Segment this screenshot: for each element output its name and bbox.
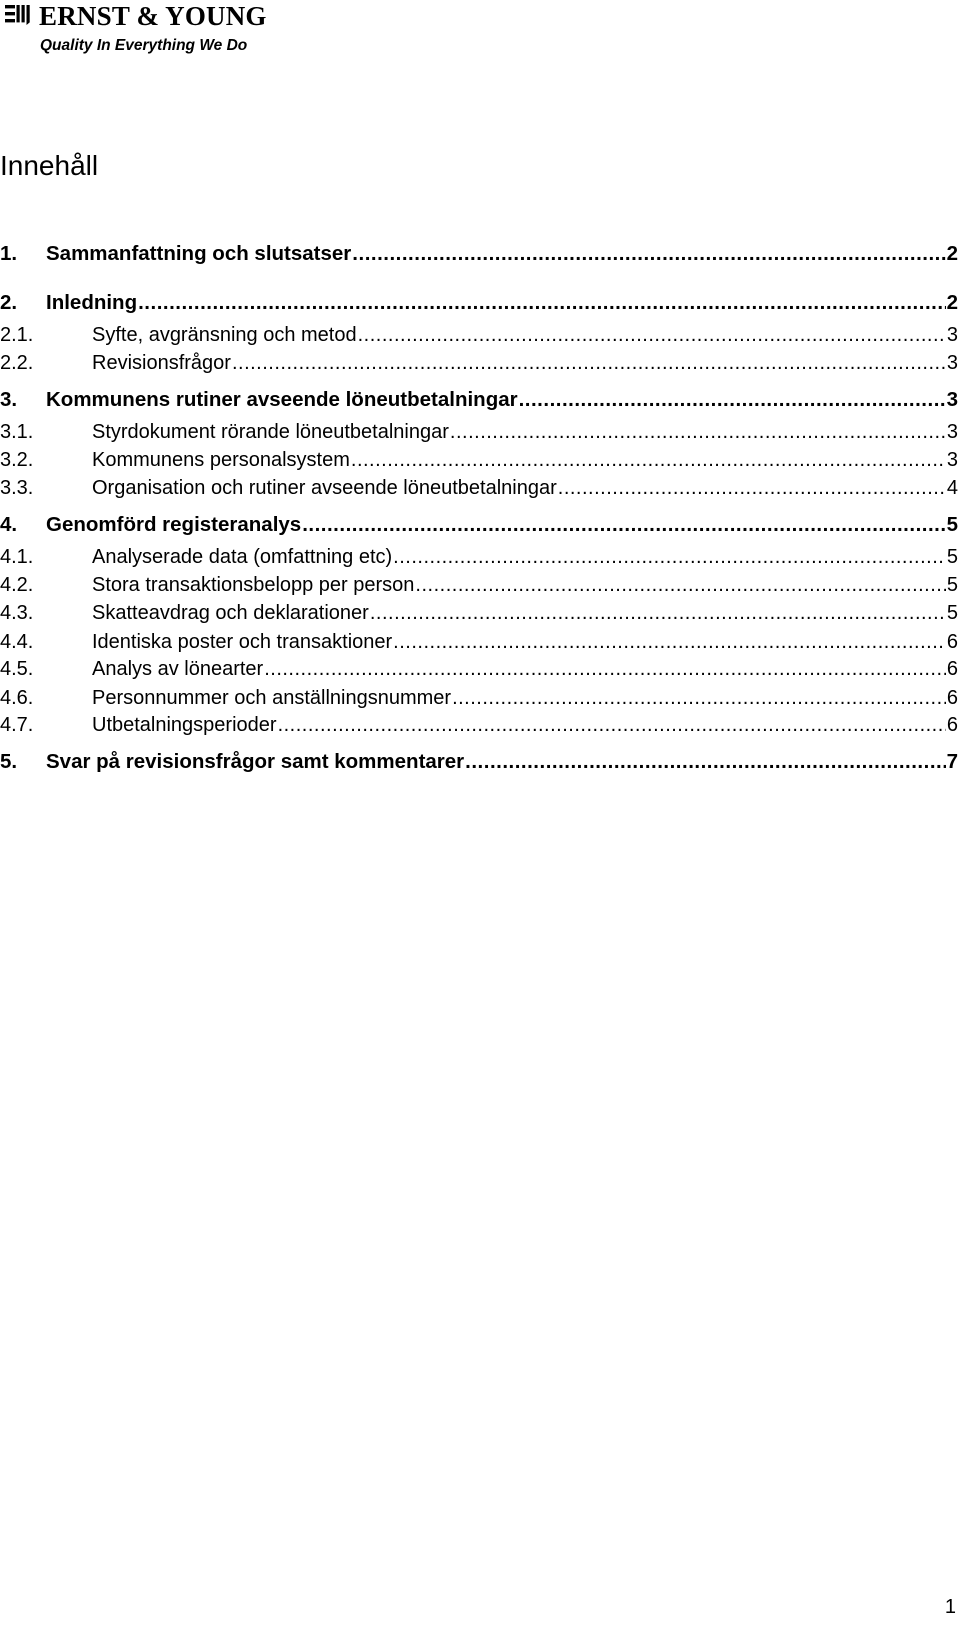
dot-leader	[138, 292, 945, 314]
toc-entry-label: Utbetalningsperioder	[92, 714, 277, 736]
toc-entry-number: 4.6.	[0, 687, 34, 709]
toc-entry-line	[46, 389, 958, 411]
logo-tagline: Quality In Everything We Do	[40, 37, 248, 54]
toc-entry-page: 3	[946, 449, 958, 471]
toc-entry-label: Analys av lönearter	[92, 658, 264, 680]
toc-entry-line	[46, 751, 958, 773]
toc-entry-page: 5	[946, 546, 958, 568]
toc-entry-page: 7	[946, 750, 958, 773]
toc-entry-number: 3.2.	[0, 449, 34, 471]
toc-entry[interactable]	[0, 574, 960, 596]
toc-entry-page: 6	[946, 687, 958, 709]
toc-entry[interactable]	[0, 389, 960, 411]
ey-logo-mark-icon	[5, 3, 35, 27]
toc-entry-page: 3	[946, 388, 958, 411]
toc-entry-number: 4.1.	[0, 546, 34, 568]
toc-entry-line	[92, 449, 958, 471]
logo-brand-text: ERNST & YOUNG	[39, 1, 267, 31]
toc-entry[interactable]	[0, 477, 960, 499]
ernst-young-logo	[5, 2, 275, 54]
toc-entry-number: 3.	[0, 388, 18, 411]
toc-entry-label: Revisionsfrågor	[92, 352, 231, 374]
toc-entry-number: 3.3.	[0, 477, 34, 499]
toc-entry-label: Personnummer och anställningsnummer	[92, 687, 452, 709]
toc-entry-label: Inledning	[46, 291, 138, 314]
dot-leader	[393, 546, 946, 568]
toc-entry-page: 5	[946, 602, 958, 624]
dot-leader	[278, 714, 946, 736]
toc-entry-line	[92, 687, 958, 709]
toc-entry-line	[46, 514, 958, 536]
dot-leader	[358, 324, 946, 346]
toc-entry-label: Syfte, avgränsning och metod	[92, 324, 357, 346]
toc-entry-page: 3	[946, 421, 958, 443]
toc-entry-label: Styrdokument rörande löneutbetalningar	[92, 421, 449, 443]
toc-entry-page: 5	[946, 574, 958, 596]
dot-leader	[370, 602, 946, 624]
dot-leader	[302, 514, 945, 536]
toc-entry[interactable]	[0, 602, 960, 624]
toc-entry[interactable]	[0, 324, 960, 346]
toc-entry-label: Organisation och rutiner avseende löneutbetalningar	[92, 477, 557, 499]
toc-entry[interactable]	[0, 514, 960, 536]
toc-entry[interactable]	[0, 352, 960, 374]
toc-title: Innehåll	[0, 150, 99, 181]
dot-leader	[232, 352, 946, 374]
toc-entry-number: 2.1.	[0, 324, 34, 346]
toc-entry[interactable]	[0, 546, 960, 568]
toc-entry-line	[92, 477, 958, 499]
toc-entry-line	[46, 243, 958, 265]
toc-entry-line	[92, 352, 958, 374]
toc-entry[interactable]	[0, 292, 960, 314]
toc-entry-number: 4.3.	[0, 602, 34, 624]
toc-entry-line	[92, 658, 958, 680]
toc-entry-page: 2	[946, 291, 958, 314]
toc-entry-page: 6	[946, 658, 958, 680]
toc-entry-label: Identiska poster och transaktioner	[92, 631, 393, 653]
toc-entry-page: 6	[946, 631, 958, 653]
toc-entry-label: Svar på revisionsfrågor samt kommentarer	[46, 750, 465, 773]
toc-entry-line	[92, 714, 958, 736]
toc-entry[interactable]	[0, 449, 960, 471]
toc-entry[interactable]	[0, 243, 960, 265]
dot-leader	[352, 243, 945, 265]
toc-entry-label: Kommunens rutiner avseende löneutbetalningar	[46, 388, 518, 411]
toc-entry-line	[46, 292, 958, 314]
toc-entry-line	[92, 324, 958, 346]
toc-entry-number: 5.	[0, 750, 18, 773]
dot-leader	[264, 658, 946, 680]
toc-entry[interactable]	[0, 658, 960, 680]
dot-leader	[452, 687, 946, 709]
toc-entry-label: Kommunens personalsystem	[92, 449, 350, 471]
dot-leader	[415, 574, 945, 596]
toc-entry-page: 4	[946, 477, 958, 499]
toc-entry-number: 2.2.	[0, 352, 34, 374]
toc-entry-number: 4.2.	[0, 574, 34, 596]
toc-entry-line	[92, 546, 958, 568]
dot-leader	[351, 449, 946, 471]
toc-entry-label: Sammanfattning och slutsatser	[46, 242, 352, 265]
dot-leader	[393, 631, 946, 653]
toc-entry-page: 2	[946, 242, 958, 265]
toc-entry-number: 1.	[0, 242, 18, 265]
toc-entry-number: 4.5.	[0, 658, 34, 680]
toc-entry-number: 4.	[0, 513, 18, 536]
toc-entry-label: Genomförd registeranalys	[46, 513, 302, 536]
toc-entry-line	[92, 602, 958, 624]
toc-entry-line	[92, 421, 958, 443]
dot-leader	[465, 751, 945, 773]
toc-entry-label: Stora transaktionsbelopp per person	[92, 574, 415, 596]
toc-entry-number: 4.4.	[0, 631, 34, 653]
toc-entry-page: 5	[946, 513, 958, 536]
toc-entry[interactable]	[0, 631, 960, 653]
dot-leader	[519, 389, 946, 411]
toc-entry-page: 3	[946, 324, 958, 346]
dot-leader	[450, 421, 946, 443]
toc-entry[interactable]	[0, 687, 960, 709]
toc-entry-page: 3	[946, 352, 958, 374]
toc-entry[interactable]	[0, 421, 960, 443]
toc-entry-number: 3.1.	[0, 421, 34, 443]
toc-entry-label: Skatteavdrag och deklarationer	[92, 602, 369, 624]
toc-entry-number: 4.7.	[0, 714, 34, 736]
toc-entry-page: 6	[946, 714, 958, 736]
page-number: 1	[944, 1596, 956, 1618]
toc-entry-label: Analyserade data (omfattning etc)	[92, 546, 393, 568]
toc-entry-line	[92, 574, 958, 596]
toc-entry-line	[92, 631, 958, 653]
toc-entry[interactable]	[0, 714, 960, 736]
toc-entry-number: 2.	[0, 291, 18, 314]
toc-entry[interactable]	[0, 751, 960, 773]
dot-leader	[558, 477, 946, 499]
